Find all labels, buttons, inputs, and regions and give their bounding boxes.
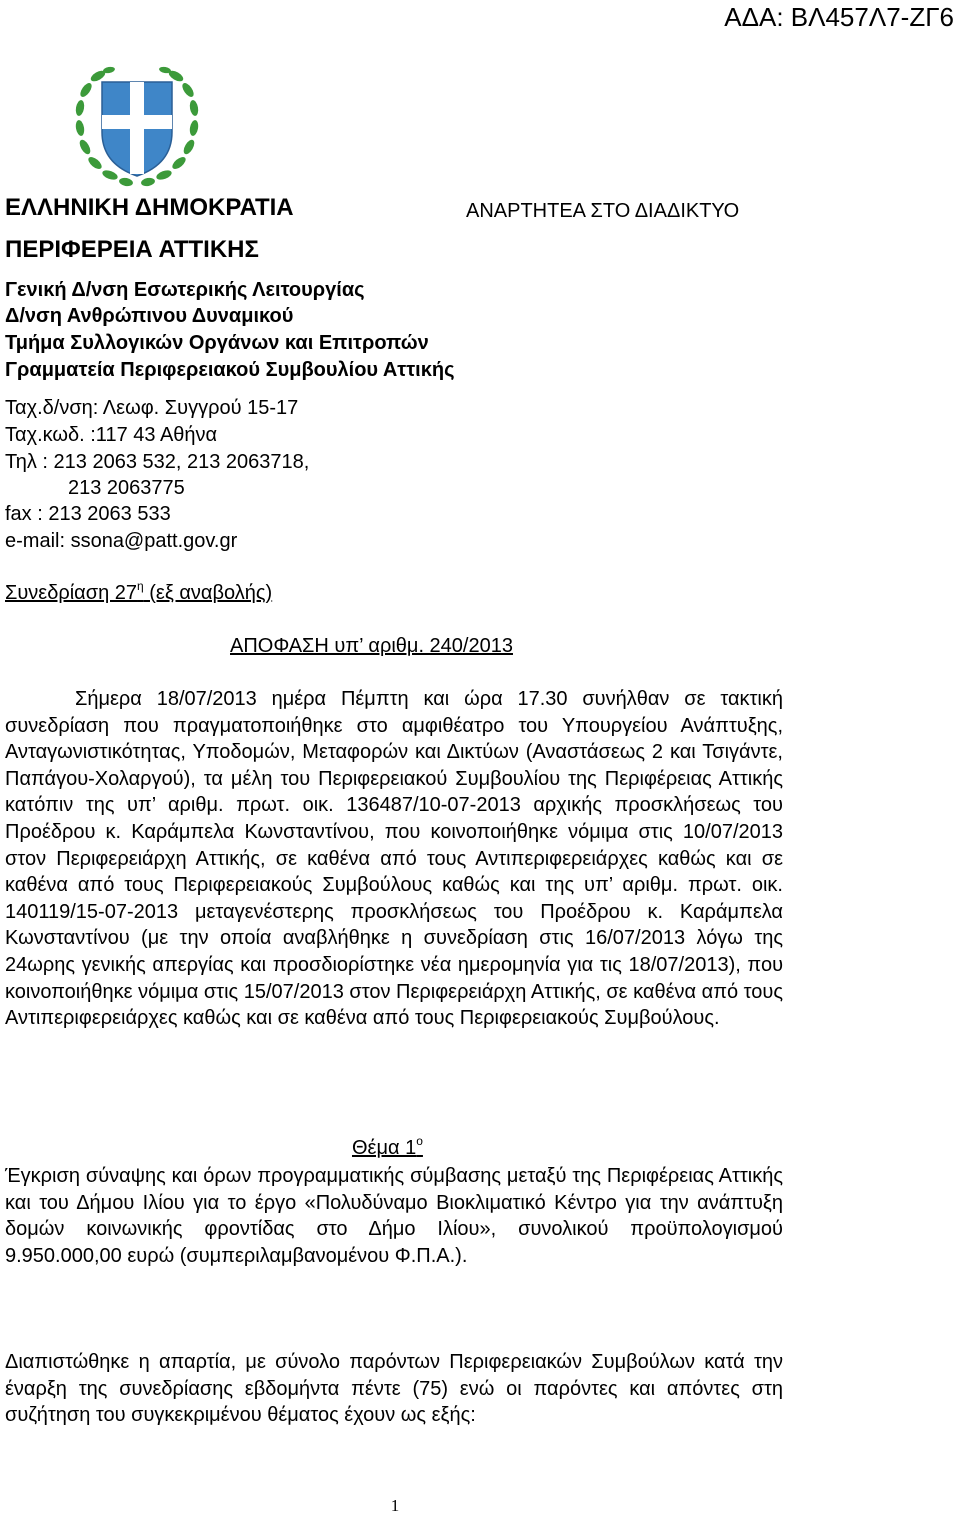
topic-paragraph xyxy=(5,1163,783,1269)
department-hr-directorate: Δ/νση Ανθρώπινου Δυναμικού xyxy=(5,305,294,327)
intro-paragraph xyxy=(5,686,783,1032)
session-prefix: Συνεδρίαση 27 xyxy=(5,582,138,604)
postal-code: Ταχ.κωδ. :117 43 Αθήνα xyxy=(5,424,218,446)
ada-code: ΑΔΑ: ΒΛ457Λ7-ΖΓ6 xyxy=(724,2,954,32)
topic-heading xyxy=(352,1134,423,1160)
quorum-paragraph xyxy=(5,1349,783,1429)
publish-notice: ΑΝΑΡΤΗΤΕΑ ΣΤΟ ΔΙΑΔΙΚΤΥΟ xyxy=(466,200,740,222)
republic-heading: ΕΛΛΗΝΙΚΗ ΔΗΜΟΚΡΑΤΙΑ xyxy=(5,194,294,221)
email-address: e-mail: ssona@patt.gov.gr xyxy=(5,530,238,552)
region-heading: ΠΕΡΙΦΕΡΕΙΑ ΑΤΤΙΚΗΣ xyxy=(5,236,259,263)
topic-ordinal: ο xyxy=(416,1134,423,1148)
phone-number-extra: 213 2063775 xyxy=(68,477,185,499)
page-number: 1 xyxy=(390,1496,400,1515)
session-ordinal: η xyxy=(137,579,144,593)
decision-number: ΑΠΟΦΑΣΗ υπ’ αριθμ. 240/2013 xyxy=(230,635,513,657)
department-collective-bodies: Τμήμα Συλλογικών Οργάνων και Επιτροπών xyxy=(5,332,429,354)
intro-paragraph-text: Σήμερα 18/07/2013 ημέρα Πέμπτη και ώρα 17.30 συνήλθαν σε τακτική συνεδρίαση που πραγματοποιήθηκε στο αμφιθέατρο του Υπουργείου Ανάπτυξης, Ανταγωνιστικότητας, Υποδομών, Μεταφορών και Δικτύων (Αναστάσεως 2 και Τσιγάντε, Παπάγου-Χολαργού), τα μέλη του Περιφερειακού Συμβουλίου της Περιφέρειας Αττικής κατόπιν της υπ’ αριθμ. πρωτ. οικ. 136487/10-07-2013 αρχικής προσκλήσεως του Προέδρου κ. Καράμπελα Κωνσταντίνου, που κοινοποιήθηκε νόμιμα στις 10/07/2013 στον Περιφερειάρχη Αττικής, σε καθένα από τους Αντιπεριφερειάρχες καθώς και σε καθένα από τους Περιφερειακούς Συμβούλους καθώς και της υπ’ αριθμ. πρωτ. οικ. 140119/15-07-2013 μεταγενέστερης προσκλήσεως του Προέδρου κ. Καράμπελα Κωνσταντίνου (με την οποία αναβλήθηκε η συνεδρίαση στις 16/07/2013 λόγω της 24ωρης γενικής απεργίας και προσδιορίστηκε νέα ημερομηνία για τις 18/07/2013), που κοινοποιήθηκε νόμιμα στις 15/07/2013 στον Περιφερειάρχη Αττικής, σε καθένα από τους Αντιπεριφερειάρχες καθώς και σε καθένα από τους Περιφερειακούς Συμβούλους. xyxy=(5,688,783,1030)
quorum-text: Διαπιστώθηκε η απαρτία, με σύνολο παρόντων Περιφερειακών Συμβούλων κατά την έναρξη της συνεδρίασης εβδομήντα πέντε (75) ενώ οι παρόντες και απόντες στη συζήτηση του συγκεκριμένου θέματος έχουν ως εξής: xyxy=(5,1351,783,1427)
topic-label: Θέμα 1 xyxy=(352,1137,417,1159)
shield-icon xyxy=(102,82,172,176)
greek-coat-of-arms-emblem xyxy=(72,62,202,190)
postal-address: Ταχ.δ/νση: Λεωφ. Συγγρού 15-17 xyxy=(5,397,299,419)
session-suffix: (εξ αναβολής) xyxy=(143,582,273,604)
phone-numbers: Τηλ : 213 2063 532, 213 2063718, xyxy=(5,451,310,473)
topic-text: Έγκριση σύναψης και όρων προγραμματικής σύμβασης μεταξύ της Περιφέρειας Αττικής και του Δήμου Ιλίου για το έργο «Πολυδύναμο Βιοκλιματικό Κέντρο για την ανάπτυξη δομών κοινωνικής φροντίδας στο Δήμο Ιλίου», συνολικού προϋπολογισμού 9.950.000,00 ευρώ (συμπεριλαμβανομένου Φ.Π.Α.). xyxy=(5,1165,783,1267)
fax-number: fax : 213 2063 533 xyxy=(5,503,171,525)
department-secretariat: Γραμματεία Περιφερειακού Συμβουλίου Αττικής xyxy=(5,359,455,381)
department-general-directorate: Γενική Δ/νση Εσωτερικής Λειτουργίας xyxy=(5,279,365,301)
session-title xyxy=(5,579,273,605)
